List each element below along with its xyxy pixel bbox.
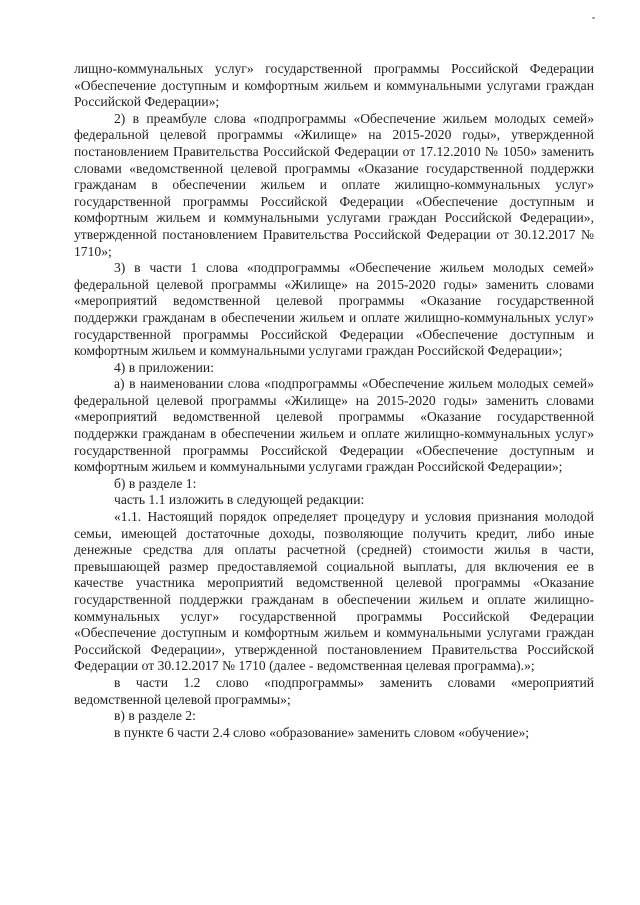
paragraph-item-4: 4) в приложении:: [114, 359, 214, 375]
paragraph-part-1-2: в части 1.2 слово «подпрограммы» заменить словами «мероприятий ведомственной целевой программы»;: [74, 674, 594, 707]
paragraph-item-4a: а) в наименовании слова «подпрограммы «Обеспечение жильем молодых семей» федеральной целевой программы «Жилище» на 2015-2020 годы» заменить словами «мероприятий ведомственной целевой программы «Оказание государственной поддержки гражданам в обеспечении жильем и оплате жилищно-коммунальных услуг» государственной программы Российской Федерации «Обеспечение доступным и комфортным жильем и коммунальными услугами граждан Российской Федерации»;: [74, 376, 594, 475]
paragraph-part-1-1-intro: часть 1.1 изложить в следующей редакции:: [114, 492, 365, 508]
scan-speck: [592, 17, 595, 19]
document-body: [74, 61, 594, 741]
paragraph-part-1-1-text: «1.1. Настоящий порядок определяет процедуру и условия признания молодой семьи, имеющей достаточные доходы, позволяющие получить кредит, либо иные денежные средства для оплаты расчетной (средней) стоимости жилья в части, превышающей размер предоставляемой социальной выплаты, для включения ее в качестве участника мероприятий ведомственной целевой программы «Оказание государственной поддержки гражданам в обеспечении жильем и оплате жилищно-коммунальных услуг» государственной программы Российской Федерации «Обеспечение доступным и комфортным жильем и коммунальными услугами граждан Российской Федерации», утвержденной постановлением Правительства Российской Федерации от 30.12.2017 № 1710 (далее - ведомственная целевая программа).»;: [74, 509, 594, 674]
paragraph-item-2: 2) в преамбуле слова «подпрограммы «Обеспечение жильем молодых семей» федеральной целевой программы «Жилище» на 2015-2020 годы», утвержденной постановлением Правительства Российской Федерации от 17.12.2010 № 1050» заменить словами «ведомственной целевой программы «Оказание государственной поддержки гражданам в обеспечении жильем и оплате жилищно-коммунальных услуг» государственной программы Российской Федерации «Обеспечение доступным и комфортным жильем и коммунальными услугами граждан Российской Федерации», утвержденной постановлением Правительства Российской Федерации от 30.12.2017 № 1710»;: [74, 110, 594, 259]
paragraph-item-3: 3) в части 1 слова «подпрограммы «Обеспечение жильем молодых семей» федеральной целевой программы «Жилище» на 2015-2020 годы» заменить словами «мероприятий ведомственной целевой программы «Оказание государственной поддержки гражданам в обеспечении жильем и оплате жилищно-коммунальных услуг» государственной программы Российской Федерации «Обеспечение доступным и комфортным жильем и коммунальными услугами граждан Российской Федерации»;: [74, 260, 594, 359]
paragraph-part-2-4: в пункте 6 части 2.4 слово «образование» заменить словом «обучение»;: [114, 724, 530, 740]
paragraph-item-4v: в) в разделе 2:: [114, 708, 196, 724]
paragraph-continuation: лищно-коммунальных услуг» государственной программы Российской Федерации «Обеспечение доступным и комфортным жильем и коммунальными услугами граждан Российской Федерации»;: [74, 61, 594, 110]
paragraph-item-4b: б) в разделе 1:: [114, 475, 197, 491]
